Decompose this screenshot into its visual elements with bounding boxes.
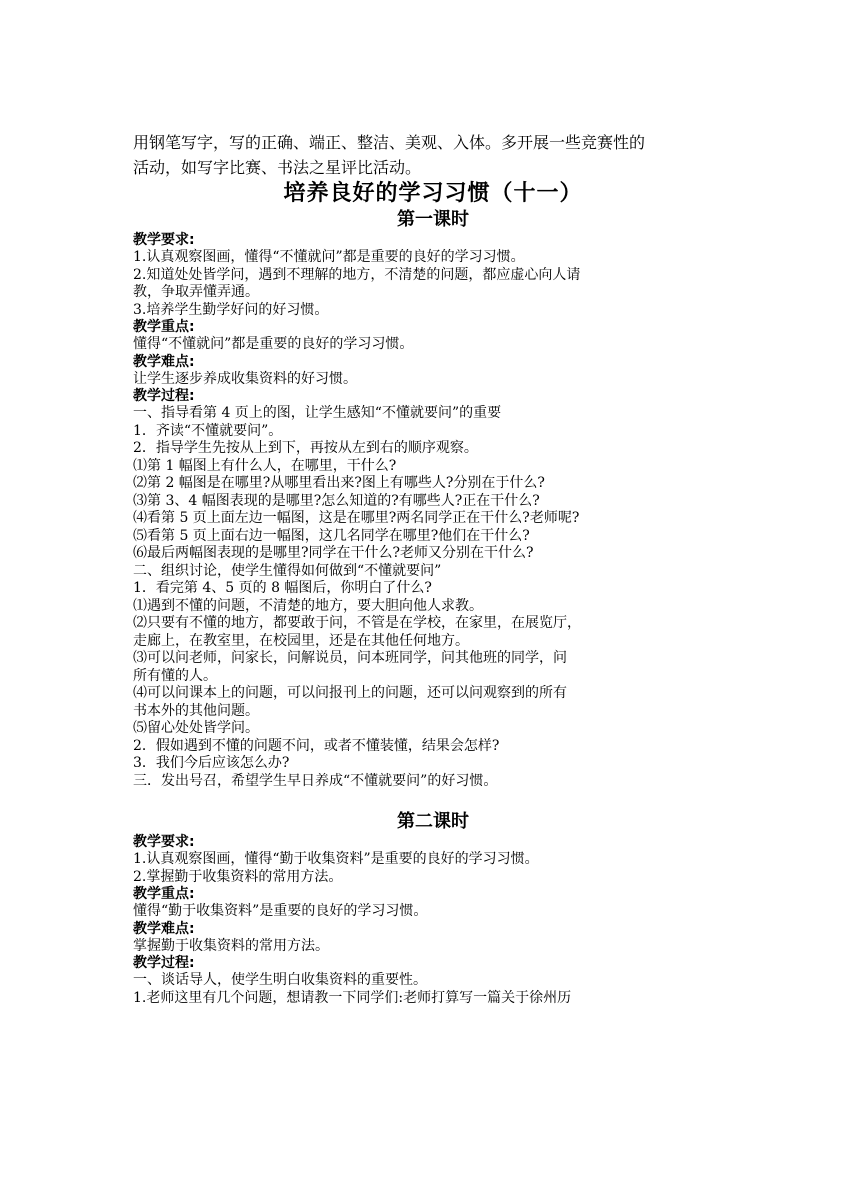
difficulty-text: 掌握勤于收集资料的常用方法。 <box>133 937 329 954</box>
intro-line: 活动，如写字比赛、书法之星评比活动。 <box>133 158 422 177</box>
process-heading: 教学过程: <box>133 388 195 404</box>
process-line: ⑶第 3、4 幅图表现的是哪里?怎么知道的?有哪些人?正在干什么? <box>133 492 540 509</box>
key-point-heading: 教学重点: <box>133 886 195 902</box>
process-line: 1．看完第 4、5 页的 8 幅图后，你明白了什么? <box>133 580 432 596</box>
goal-line: 2.掌握勤于收集资料的常用方法。 <box>133 868 343 885</box>
process-line: 3．我们今后应该怎么办? <box>133 755 290 771</box>
difficulty-heading: 教学难点: <box>133 353 195 370</box>
document-title: 培养良好的学习习惯（十一） <box>283 181 583 206</box>
lesson-1-section <box>133 208 733 790</box>
process-line: ⑴遇到不懂的问题，不清楚的地方，要大胆向他人求教。 <box>133 597 483 614</box>
process-line: ⑵第 2 幅图是在哪里?从哪里看出来?图上有哪些人?分别在于什么? <box>133 475 545 491</box>
process-line: 2．假如遇到不懂的问题不问，或者不懂装懂，结果会怎样? <box>133 737 500 754</box>
process-line: ⑸留心处处皆学问。 <box>133 720 259 736</box>
process-line: ⑷可以问课本上的问题，可以问报刊上的问题，还可以问观察到的所有 <box>133 685 567 701</box>
process-line: ⑶可以问老师，问家长，问解说员，问本班同学，问其他班的同学，问 <box>133 650 567 666</box>
goals-heading: 教学要求: <box>133 834 195 850</box>
process-line: 走廊上，在教室里，在校园里，还是在其他任何地方。 <box>133 632 469 649</box>
process-line: 1．齐读“不懂就要问”。 <box>133 422 283 439</box>
goal-line: 1.认真观察图画，懂得“不懂就问”都是重要的良好的学习习惯。 <box>133 249 525 265</box>
process-line: 2．指导学生先按从上到下，再按从左到右的顺序观察。 <box>133 440 478 456</box>
process-line: 所有懂的人。 <box>133 667 217 684</box>
goal-line: 教，争取弄懂弄通。 <box>133 284 259 300</box>
goal-line: 3.培养学生勤学好问的好习惯。 <box>133 301 329 318</box>
goal-line: 2.知道处处皆学问，遇到不理解的地方，不清楚的问题，都应虚心向人请 <box>133 266 581 283</box>
goals-heading: 教学要求: <box>133 232 195 248</box>
process-line: ⑷看第 5 页上面左边一幅图，这是在哪里?两名同学正在干什么?老师呢? <box>133 510 580 526</box>
key-point-heading: 教学重点: <box>133 319 195 335</box>
intro-line: 用钢笔写字，写的正确、端正、整洁、美观、入体。多开展一些竞赛性的 <box>133 133 646 152</box>
process-line: ⑵只要有不懂的地方，都要敢于问，不管是在学校，在家里，在展览厅， <box>133 615 581 631</box>
process-line: 一、指导看第 4 页上的图，让学生感知“不懂就要问”的重要 <box>133 405 502 421</box>
intro-paragraph <box>133 130 733 180</box>
process-line: 一、谈话导人，使学生明白收集资料的重要性。 <box>133 972 427 988</box>
process-line: 1.老师这里有几个问题，想请教一下同学们:老师打算写一篇关于徐州历 <box>133 989 572 1006</box>
key-point-text: 懂得“不懂就问”都是重要的良好的学习习惯。 <box>133 336 414 352</box>
goal-line: 1.认真观察图画，懂得“勤于收集资料”是重要的良好的学习习惯。 <box>133 851 539 867</box>
process-line: 二、组织讨论，使学生懂得如何做到“不懂就要问” <box>133 562 442 579</box>
process-line: ⑹最后两幅图表现的是哪里?同学在干什么?老师又分别在干什么? <box>133 545 534 561</box>
process-heading: 教学过程: <box>133 955 195 971</box>
key-point-text: 懂得“勤于收集资料”是重要的良好的学习习惯。 <box>133 903 428 919</box>
difficulty-text: 让学生逐步养成收集资料的好习惯。 <box>133 370 357 387</box>
process-line: 书本外的其他问题。 <box>133 702 259 719</box>
lesson-2-title: 第二课时 <box>397 811 469 832</box>
process-line: ⑴第 1 幅图上有什么人，在哪里，干什么? <box>133 457 397 474</box>
lesson-2-section <box>133 810 733 1007</box>
lesson-1-title: 第一课时 <box>397 209 469 230</box>
difficulty-heading: 教学难点: <box>133 920 195 937</box>
document-page <box>133 130 733 1007</box>
process-line: ⑸看第 5 页上面右边一幅图，这几名同学在哪里?他们在干什么? <box>133 527 530 544</box>
process-line: 三．发出号召，希望学生早日养成“不懂就要问”的好习惯。 <box>133 772 498 789</box>
